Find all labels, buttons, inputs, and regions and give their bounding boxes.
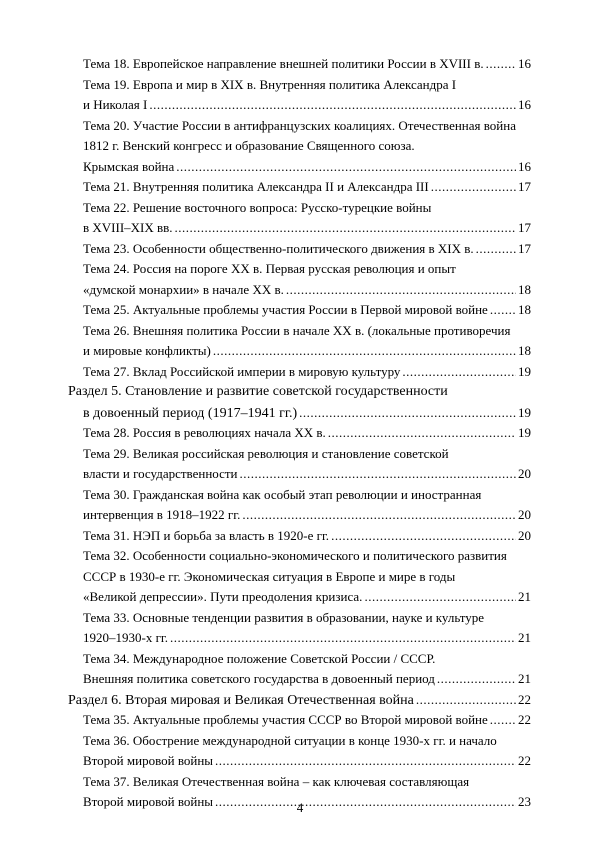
topic-title: 1920–1930-х гг. xyxy=(83,630,169,645)
topic-title: и Николая I xyxy=(83,97,148,112)
page-ref: 20 xyxy=(518,527,531,543)
toc-line xyxy=(83,259,531,279)
toc-line xyxy=(83,485,531,505)
page-ref: 16 xyxy=(518,158,531,174)
topic-title: Тема 20. Участие России в антифранцузских коалициях. Отечественная война xyxy=(83,117,516,133)
topic-title: Тема 24. Россия на пороге XX в. Первая русская революция и опыт xyxy=(83,261,456,276)
topic-title: Тема 18. Европейское направление внешней политики России в XVIII в. xyxy=(83,56,484,71)
toc-line xyxy=(83,444,531,464)
page-ref: 19 xyxy=(518,425,531,440)
topic-title: Тема 21. Внутренняя политика Александра II и Александра III xyxy=(83,179,429,194)
dot-leader xyxy=(437,669,516,689)
dot-leader xyxy=(242,505,516,525)
toc-line xyxy=(83,464,531,484)
toc-line xyxy=(83,218,531,238)
toc-line xyxy=(83,136,531,156)
dot-leader xyxy=(175,218,516,238)
topic-title: Тема 28. Россия в революциях начала XX в. xyxy=(83,425,326,440)
page-ref: 17 xyxy=(518,179,531,194)
dot-leader xyxy=(416,690,516,710)
dot-leader xyxy=(328,423,516,443)
toc-line xyxy=(83,300,531,320)
dot-leader xyxy=(213,341,516,361)
topic-title: Внешняя политика советского государства в довоенный период xyxy=(83,671,435,686)
topic-title: Тема 25. Актуальные проблемы участия России в Первой мировой войне xyxy=(83,302,488,317)
section-title: Раздел 5. Становление и развитие советской государственности xyxy=(68,384,448,399)
dot-leader xyxy=(215,751,516,771)
dot-leader xyxy=(490,710,516,730)
topic-title: Тема 19. Европа и мир в XIX в. Внутренняя политика Александра I xyxy=(83,76,457,92)
dot-leader xyxy=(286,280,516,300)
page-number: 4 xyxy=(296,800,304,815)
dot-leader xyxy=(486,54,516,74)
dot-leader xyxy=(476,239,516,259)
page-ref: 21 xyxy=(518,589,531,604)
toc-line xyxy=(83,116,531,136)
dot-leader xyxy=(176,157,516,177)
dot-leader xyxy=(299,403,516,423)
page-ref: 16 xyxy=(518,56,531,71)
toc-line xyxy=(83,587,531,607)
toc-line xyxy=(83,608,531,628)
topic-title: Тема 23. Особенности общественно-политического движения в XIX в. xyxy=(83,240,474,256)
toc-line xyxy=(68,690,531,710)
topic-title: Тема 33. Основные тенденции развития в образовании, науке и культуре xyxy=(83,609,485,625)
toc-line xyxy=(83,198,531,218)
toc-line xyxy=(83,239,531,259)
topic-title: Тема 37. Великая Отечественная война – как ключевая составляющая xyxy=(83,773,470,789)
dot-leader xyxy=(331,526,516,546)
topic-title: Тема 27. Вклад Российской империи в мировую культуру xyxy=(83,363,401,379)
page-ref: 22 xyxy=(518,753,531,768)
toc-line xyxy=(83,567,531,587)
topic-title: Тема 35. Актуальные проблемы участия СССР во Второй мировой войне xyxy=(83,712,488,727)
page-ref: 20 xyxy=(518,507,531,522)
dot-leader xyxy=(149,95,516,115)
toc-line xyxy=(83,321,531,341)
page-ref: 18 xyxy=(518,281,531,297)
toc-line xyxy=(83,649,531,669)
page-ref: 19 xyxy=(518,363,531,379)
topic-title: СССР в 1930-е гг. Экономическая ситуация в Европе и мире в годы xyxy=(83,568,456,584)
topic-title: Тема 31. НЭП и борьба за власть в 1920-е гг. xyxy=(83,527,330,543)
page-ref: 18 xyxy=(518,343,531,358)
page-ref: 21 xyxy=(518,630,531,645)
page-ref: 21 xyxy=(518,671,531,686)
toc-line xyxy=(83,710,531,730)
toc-line xyxy=(83,751,531,771)
topic-title: «Великой депрессии». Пути преодоления кризиса. xyxy=(83,589,363,604)
topic-title: Второй мировой войны xyxy=(83,753,214,768)
toc-line xyxy=(83,628,531,648)
page-ref: 22 xyxy=(518,691,531,707)
page-ref: 23 xyxy=(518,794,531,809)
toc-line xyxy=(83,505,531,525)
dot-leader xyxy=(170,628,516,648)
page-ref: 20 xyxy=(518,466,531,481)
page-ref: 22 xyxy=(518,712,531,727)
toc-line xyxy=(83,669,531,689)
toc-line xyxy=(83,95,531,115)
toc-line xyxy=(68,382,531,402)
dot-leader xyxy=(240,464,516,484)
topic-title: Тема 30. Гражданская война как особый этап революции и иностранная xyxy=(83,486,482,502)
topic-title: и мировые конфликты) xyxy=(83,343,211,358)
dot-leader xyxy=(364,587,516,607)
toc-line xyxy=(83,341,531,361)
page-ref: 17 xyxy=(518,240,531,256)
toc-line xyxy=(83,423,531,443)
toc-line xyxy=(83,772,531,792)
dot-leader xyxy=(431,177,516,197)
toc-line xyxy=(83,54,531,74)
page-ref: 17 xyxy=(518,220,531,235)
toc-line xyxy=(83,75,531,95)
toc-line xyxy=(83,362,531,382)
topic-title: Крымская война xyxy=(83,158,175,174)
toc-line xyxy=(83,546,531,566)
topic-title: интервенция в 1918–1922 гг. xyxy=(83,507,241,522)
topic-title: Тема 32. Особенности социально-экономического и политического развития xyxy=(83,548,507,563)
topic-title: «думской монархии» в начале XX в. xyxy=(83,281,284,297)
toc-line xyxy=(83,157,531,177)
topic-title: Тема 29. Великая российская революция и становление советской xyxy=(83,445,449,461)
topic-title: в XVIII–XIX вв. xyxy=(83,220,173,235)
topic-title: 1812 г. Венский конгресс и образование Священного союза. xyxy=(83,138,415,153)
section-title: в довоенный период (1917–1941 гг.) xyxy=(83,405,298,421)
topic-title: Тема 36. Обострение международной ситуации в конце 1930-х гг. и начало xyxy=(83,732,497,748)
page-ref: 18 xyxy=(518,302,531,317)
dot-leader xyxy=(490,300,516,320)
topic-title: Второй мировой войны xyxy=(83,794,214,809)
topic-title: Тема 22. Решение восточного вопроса: Русско-турецкие войны xyxy=(83,199,432,215)
toc-line xyxy=(83,177,531,197)
toc-line xyxy=(83,526,531,546)
toc-line xyxy=(83,403,531,423)
toc-line xyxy=(83,731,531,751)
toc-line xyxy=(83,280,531,300)
page-ref: 19 xyxy=(518,404,531,420)
topic-title: Тема 26. Внешняя политика России в начале XX в. (локальные противоречия xyxy=(83,322,511,338)
page-ref: 16 xyxy=(518,97,531,112)
section-title: Раздел 6. Вторая мировая и Великая Отечественная война xyxy=(68,692,414,708)
topic-title: Тема 34. Международное положение Советской России / СССР. xyxy=(83,650,436,666)
dot-leader xyxy=(402,362,516,382)
topic-title: власти и государственности xyxy=(83,466,238,481)
